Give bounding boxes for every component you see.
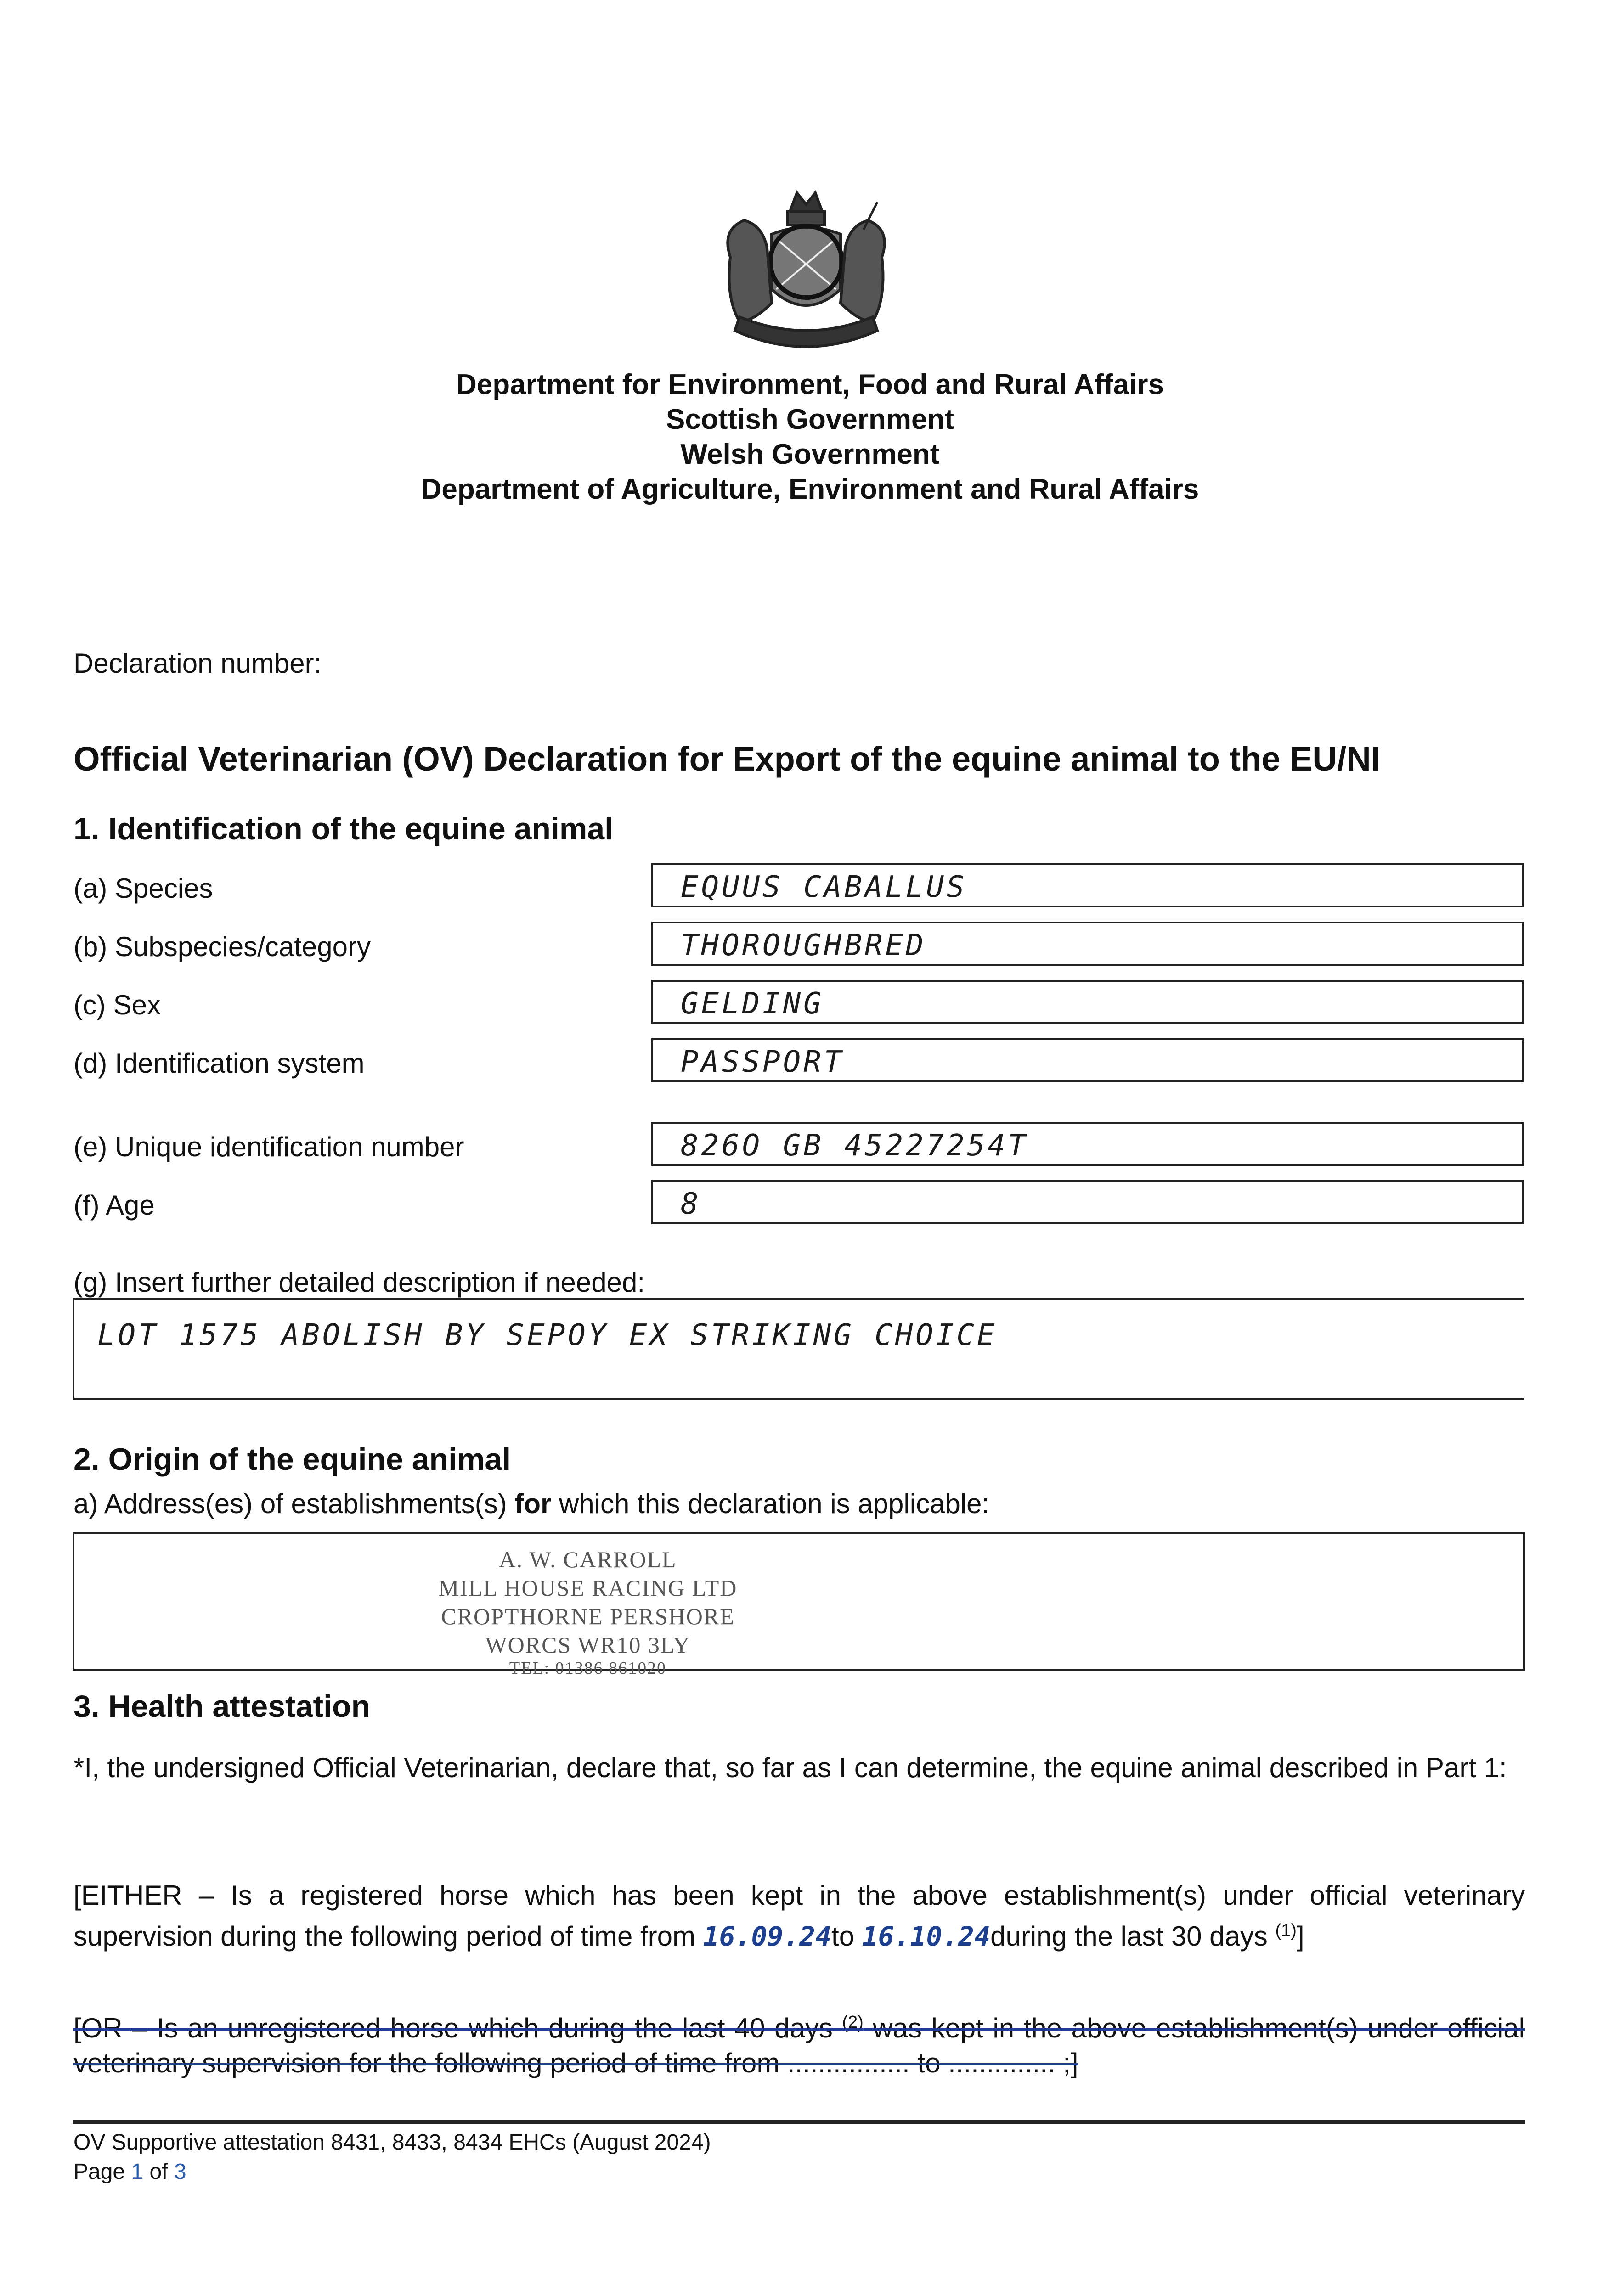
footer-divider bbox=[73, 2120, 1525, 2124]
description-box[interactable] bbox=[73, 1298, 1524, 1400]
establishment-stamp bbox=[413, 1545, 762, 1677]
age-value: 8 bbox=[681, 1187, 701, 1221]
department-daera: Department of Agriculture, Environment and Rural Affairs bbox=[421, 473, 1199, 505]
stamp-line: CROPTHORNE PERSHORE bbox=[441, 1604, 735, 1629]
footer-attestation: OV Supportive attestation 8431, 8433, 8434 EHCs (August 2024) bbox=[73, 2130, 711, 2155]
age-label: (f) Age bbox=[73, 1190, 155, 1221]
address-label: a) Address(es) of establishments(s) for which this declaration is applicable: bbox=[73, 1488, 990, 1519]
section2-heading: 2. Origin of the equine animal bbox=[73, 1442, 511, 1477]
subspecies-value: THOROUGHBRED bbox=[681, 929, 926, 962]
description-label: (g) Insert further detailed description if needed: bbox=[73, 1267, 645, 1298]
unique-id-field[interactable] bbox=[651, 1122, 1524, 1166]
unique-id-value: 826O GB 45227254T bbox=[681, 1129, 1029, 1163]
stamp-line: MILL HOUSE RACING LTD bbox=[438, 1575, 738, 1601]
stamp-line: TEL: 01386 861020 bbox=[509, 1659, 667, 1678]
department-scottish-government: Scottish Government bbox=[666, 404, 954, 435]
declaration-number-label: Declaration number: bbox=[73, 648, 322, 679]
section1-heading: 1. Identification of the equine animal bbox=[73, 811, 614, 846]
stamp-line: A. W. CARROLL bbox=[499, 1547, 677, 1572]
department-defra: Department for Environment, Food and Rural Affairs bbox=[456, 369, 1164, 400]
attestation-intro: *I, the undersigned Official Veterinarian, declare that, so far as I can determine, the equine animal described in Part 1: bbox=[73, 1752, 1507, 1783]
subspecies-field[interactable] bbox=[651, 922, 1524, 966]
royal-coat-of-arms-emblem bbox=[703, 184, 909, 363]
department-welsh-government: Welsh Government bbox=[680, 439, 940, 470]
subspecies-label: (b) Subspecies/category bbox=[73, 931, 371, 962]
sex-label: (c) Sex bbox=[73, 990, 161, 1020]
description-value: LOT 1575 ABOLISH BY SEPOY EX STRIKING CHOICE bbox=[97, 1318, 998, 1352]
sex-field[interactable] bbox=[651, 980, 1524, 1024]
date-from-value: 16.09.24 bbox=[703, 1921, 832, 1952]
identification-system-value: PASSPORT bbox=[681, 1045, 845, 1079]
identification-system-field[interactable] bbox=[651, 1038, 1524, 1082]
either-clause: [EITHER – Is a registered horse which has been kept in the above establishment(s) under official veterinary supervision during the following period of time from 16.09.24to 16.10.24during the last 30 days $^{(1)}$] bbox=[73, 1880, 1525, 1952]
age-field[interactable] bbox=[651, 1180, 1524, 1224]
species-label: (a) Species bbox=[73, 873, 213, 904]
address-box[interactable] bbox=[73, 1532, 1525, 1671]
species-value: EQUUS CABALLUS bbox=[681, 870, 967, 904]
identification-system-label: (d) Identification system bbox=[73, 1048, 365, 1079]
species-field[interactable] bbox=[651, 863, 1524, 907]
unique-id-label: (e) Unique identification number bbox=[73, 1131, 464, 1162]
stamp-line: WORCS WR10 3LY bbox=[485, 1632, 691, 1658]
footer-page-number: Page 1 of 3 bbox=[73, 2160, 186, 2184]
section3-heading: 3. Health attestation bbox=[73, 1689, 371, 1724]
sex-value: GELDING bbox=[681, 987, 824, 1021]
page-title: Official Veterinarian (OV) Declaration for Export of the equine animal to the EU/NI bbox=[73, 740, 1381, 778]
date-to-value: 16.10.24 bbox=[862, 1921, 991, 1952]
or-clause-struck: [OR – Is an unregistered horse which during the last 40 days $^{(2)}$ was kept in the above establishment(s) under official veterinary supervision for the following period of time from ................ to .............. ;] bbox=[73, 2013, 1525, 2078]
